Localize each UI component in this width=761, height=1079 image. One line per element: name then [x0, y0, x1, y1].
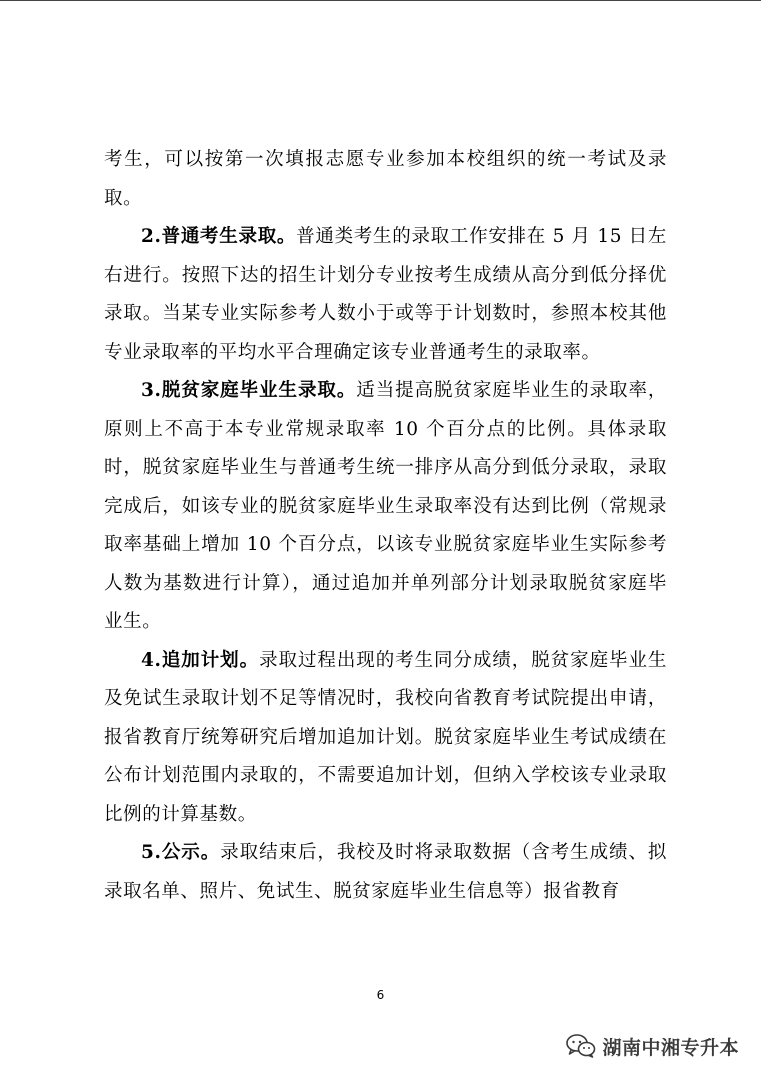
paragraph-continuation	[104, 141, 667, 218]
paragraph-additional-plan	[104, 642, 667, 835]
paragraph-regular-admission	[104, 218, 667, 372]
wechat-icon	[566, 1034, 596, 1058]
paragraph-text: 考生，可以按第一次填报志愿专业参加本校组织的统一考试及录取。	[104, 149, 667, 209]
paragraph-text: 普通类考生的录取工作安排在 5 月 15 日左右进行。按照下达的招生计划分专业按考生成绩从高分到低分择优录取。当某专业实际参考人数小于或等于计划数时，参照本校其他专业录取率的平均水平合理确定该专业普通考生的录取率。	[104, 226, 668, 363]
top-border-line	[0, 0, 761, 1]
paragraph-text: 适当提高脱贫家庭毕业生的录取率，原则上不高于本专业常规录取率 10 个百分点的比例。具体录取时，脱贫家庭毕业生与普通考生统一排序从高分到低分录取，录取完成后，如该专业的脱贫家庭毕业生录取率没有达到比例（常规录取率基础上增加 10 个百分点，以该专业脱贫家庭毕业生实际参考人数为基数进行计算），通过追加并单列部分计划录取脱贫家庭毕业生。	[104, 380, 668, 632]
paragraph-heading: 4.追加计划。	[141, 649, 260, 671]
paragraph-text: 录取过程出现的考生同分成绩，脱贫家庭毕业生及免试生录取计划不足等情况时，我校向省教育考试院提出申请，报省教育厅统筹研究后增加追加计划。脱贫家庭毕业生考试成绩在公布计划范围内录取的，不需要追加计划，但纳入学校该专业录取比例的计算基数。	[104, 649, 667, 825]
page-number: 6	[376, 988, 385, 1002]
watermark-text: 湖南中湘专升本	[602, 1036, 739, 1059]
paragraph-heading: 5.公示。	[141, 842, 221, 863]
paragraph-publicity	[104, 834, 667, 911]
document-page	[104, 141, 667, 911]
paragraph-heading: 3.脱贫家庭毕业生录取。	[141, 380, 357, 401]
wechat-watermark	[566, 1030, 739, 1062]
paragraph-text: 录取结束后，我校及时将录取数据（含考生成绩、拟录取名单、照片、免试生、脱贫家庭毕业生信息等）报省教育	[104, 842, 667, 902]
paragraph-heading: 2.普通考生录取。	[141, 226, 297, 247]
paragraph-poverty-admission	[104, 372, 667, 642]
